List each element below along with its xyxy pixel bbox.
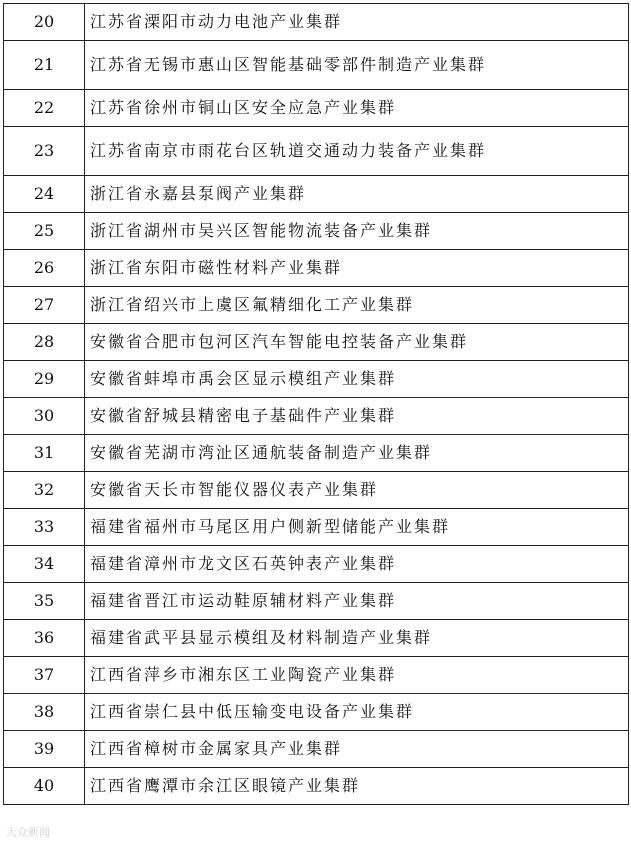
row-number: 40 [4, 768, 85, 805]
row-number: 23 [4, 127, 85, 176]
cluster-name: 浙江省永嘉县泵阀产业集群 [85, 176, 629, 213]
table-row [4, 90, 629, 127]
cluster-name: 安徽省合肥市包河区汽车智能电控装备产业集群 [85, 324, 629, 361]
table-row [4, 620, 629, 657]
row-number: 31 [4, 435, 85, 472]
table-row [4, 324, 629, 361]
row-number: 38 [4, 694, 85, 731]
row-number: 22 [4, 90, 85, 127]
row-number: 25 [4, 213, 85, 250]
table-row [4, 731, 629, 768]
cluster-name: 江西省樟树市金属家具产业集群 [85, 731, 629, 768]
table-row [4, 287, 629, 324]
row-number: 34 [4, 546, 85, 583]
cluster-name: 江苏省溧阳市动力电池产业集群 [85, 4, 629, 41]
table-row [4, 361, 629, 398]
cluster-name: 江西省崇仁县中低压输变电设备产业集群 [85, 694, 629, 731]
cluster-name: 江苏省南京市雨花台区轨道交通动力装备产业集群 [85, 127, 629, 176]
table-row [4, 213, 629, 250]
row-number: 26 [4, 250, 85, 287]
table-row [4, 41, 629, 90]
table-row [4, 657, 629, 694]
cluster-name: 江西省萍乡市湘东区工业陶瓷产业集群 [85, 657, 629, 694]
cluster-name: 江苏省无锡市惠山区智能基础零部件制造产业集群 [85, 41, 629, 90]
cluster-name: 安徽省舒城县精密电子基础件产业集群 [85, 398, 629, 435]
cluster-name: 浙江省绍兴市上虞区氟精细化工产业集群 [85, 287, 629, 324]
cluster-name: 福建省武平县显示模组及材料制造产业集群 [85, 620, 629, 657]
table-row [4, 768, 629, 805]
table-row [4, 4, 629, 41]
table-row [4, 583, 629, 620]
row-number: 30 [4, 398, 85, 435]
row-number: 36 [4, 620, 85, 657]
table-row [4, 127, 629, 176]
row-number: 39 [4, 731, 85, 768]
cluster-name: 福建省漳州市龙文区石英钟表产业集群 [85, 546, 629, 583]
cluster-name: 安徽省芜湖市湾沚区通航装备制造产业集群 [85, 435, 629, 472]
table-row [4, 546, 629, 583]
watermark: 大众新闻 [6, 826, 50, 839]
row-number: 29 [4, 361, 85, 398]
cluster-table [3, 3, 629, 805]
table-row [4, 250, 629, 287]
row-number: 24 [4, 176, 85, 213]
table-row [4, 472, 629, 509]
cluster-name: 安徽省蚌埠市禹会区显示模组产业集群 [85, 361, 629, 398]
cluster-name: 福建省晋江市运动鞋原辅材料产业集群 [85, 583, 629, 620]
row-number: 28 [4, 324, 85, 361]
cluster-name: 江苏省徐州市铜山区安全应急产业集群 [85, 90, 629, 127]
row-number: 33 [4, 509, 85, 546]
cluster-name: 安徽省天长市智能仪器仪表产业集群 [85, 472, 629, 509]
cluster-name: 江西省鹰潭市余江区眼镜产业集群 [85, 768, 629, 805]
row-number: 20 [4, 4, 85, 41]
row-number: 21 [4, 41, 85, 90]
cluster-name: 福建省福州市马尾区用户侧新型储能产业集群 [85, 509, 629, 546]
row-number: 32 [4, 472, 85, 509]
table-row [4, 509, 629, 546]
row-number: 27 [4, 287, 85, 324]
cluster-name: 浙江省东阳市磁性材料产业集群 [85, 250, 629, 287]
row-number: 37 [4, 657, 85, 694]
table-row [4, 694, 629, 731]
row-number: 35 [4, 583, 85, 620]
table-row [4, 176, 629, 213]
table-row [4, 398, 629, 435]
cluster-name: 浙江省湖州市吴兴区智能物流装备产业集群 [85, 213, 629, 250]
table-row [4, 435, 629, 472]
